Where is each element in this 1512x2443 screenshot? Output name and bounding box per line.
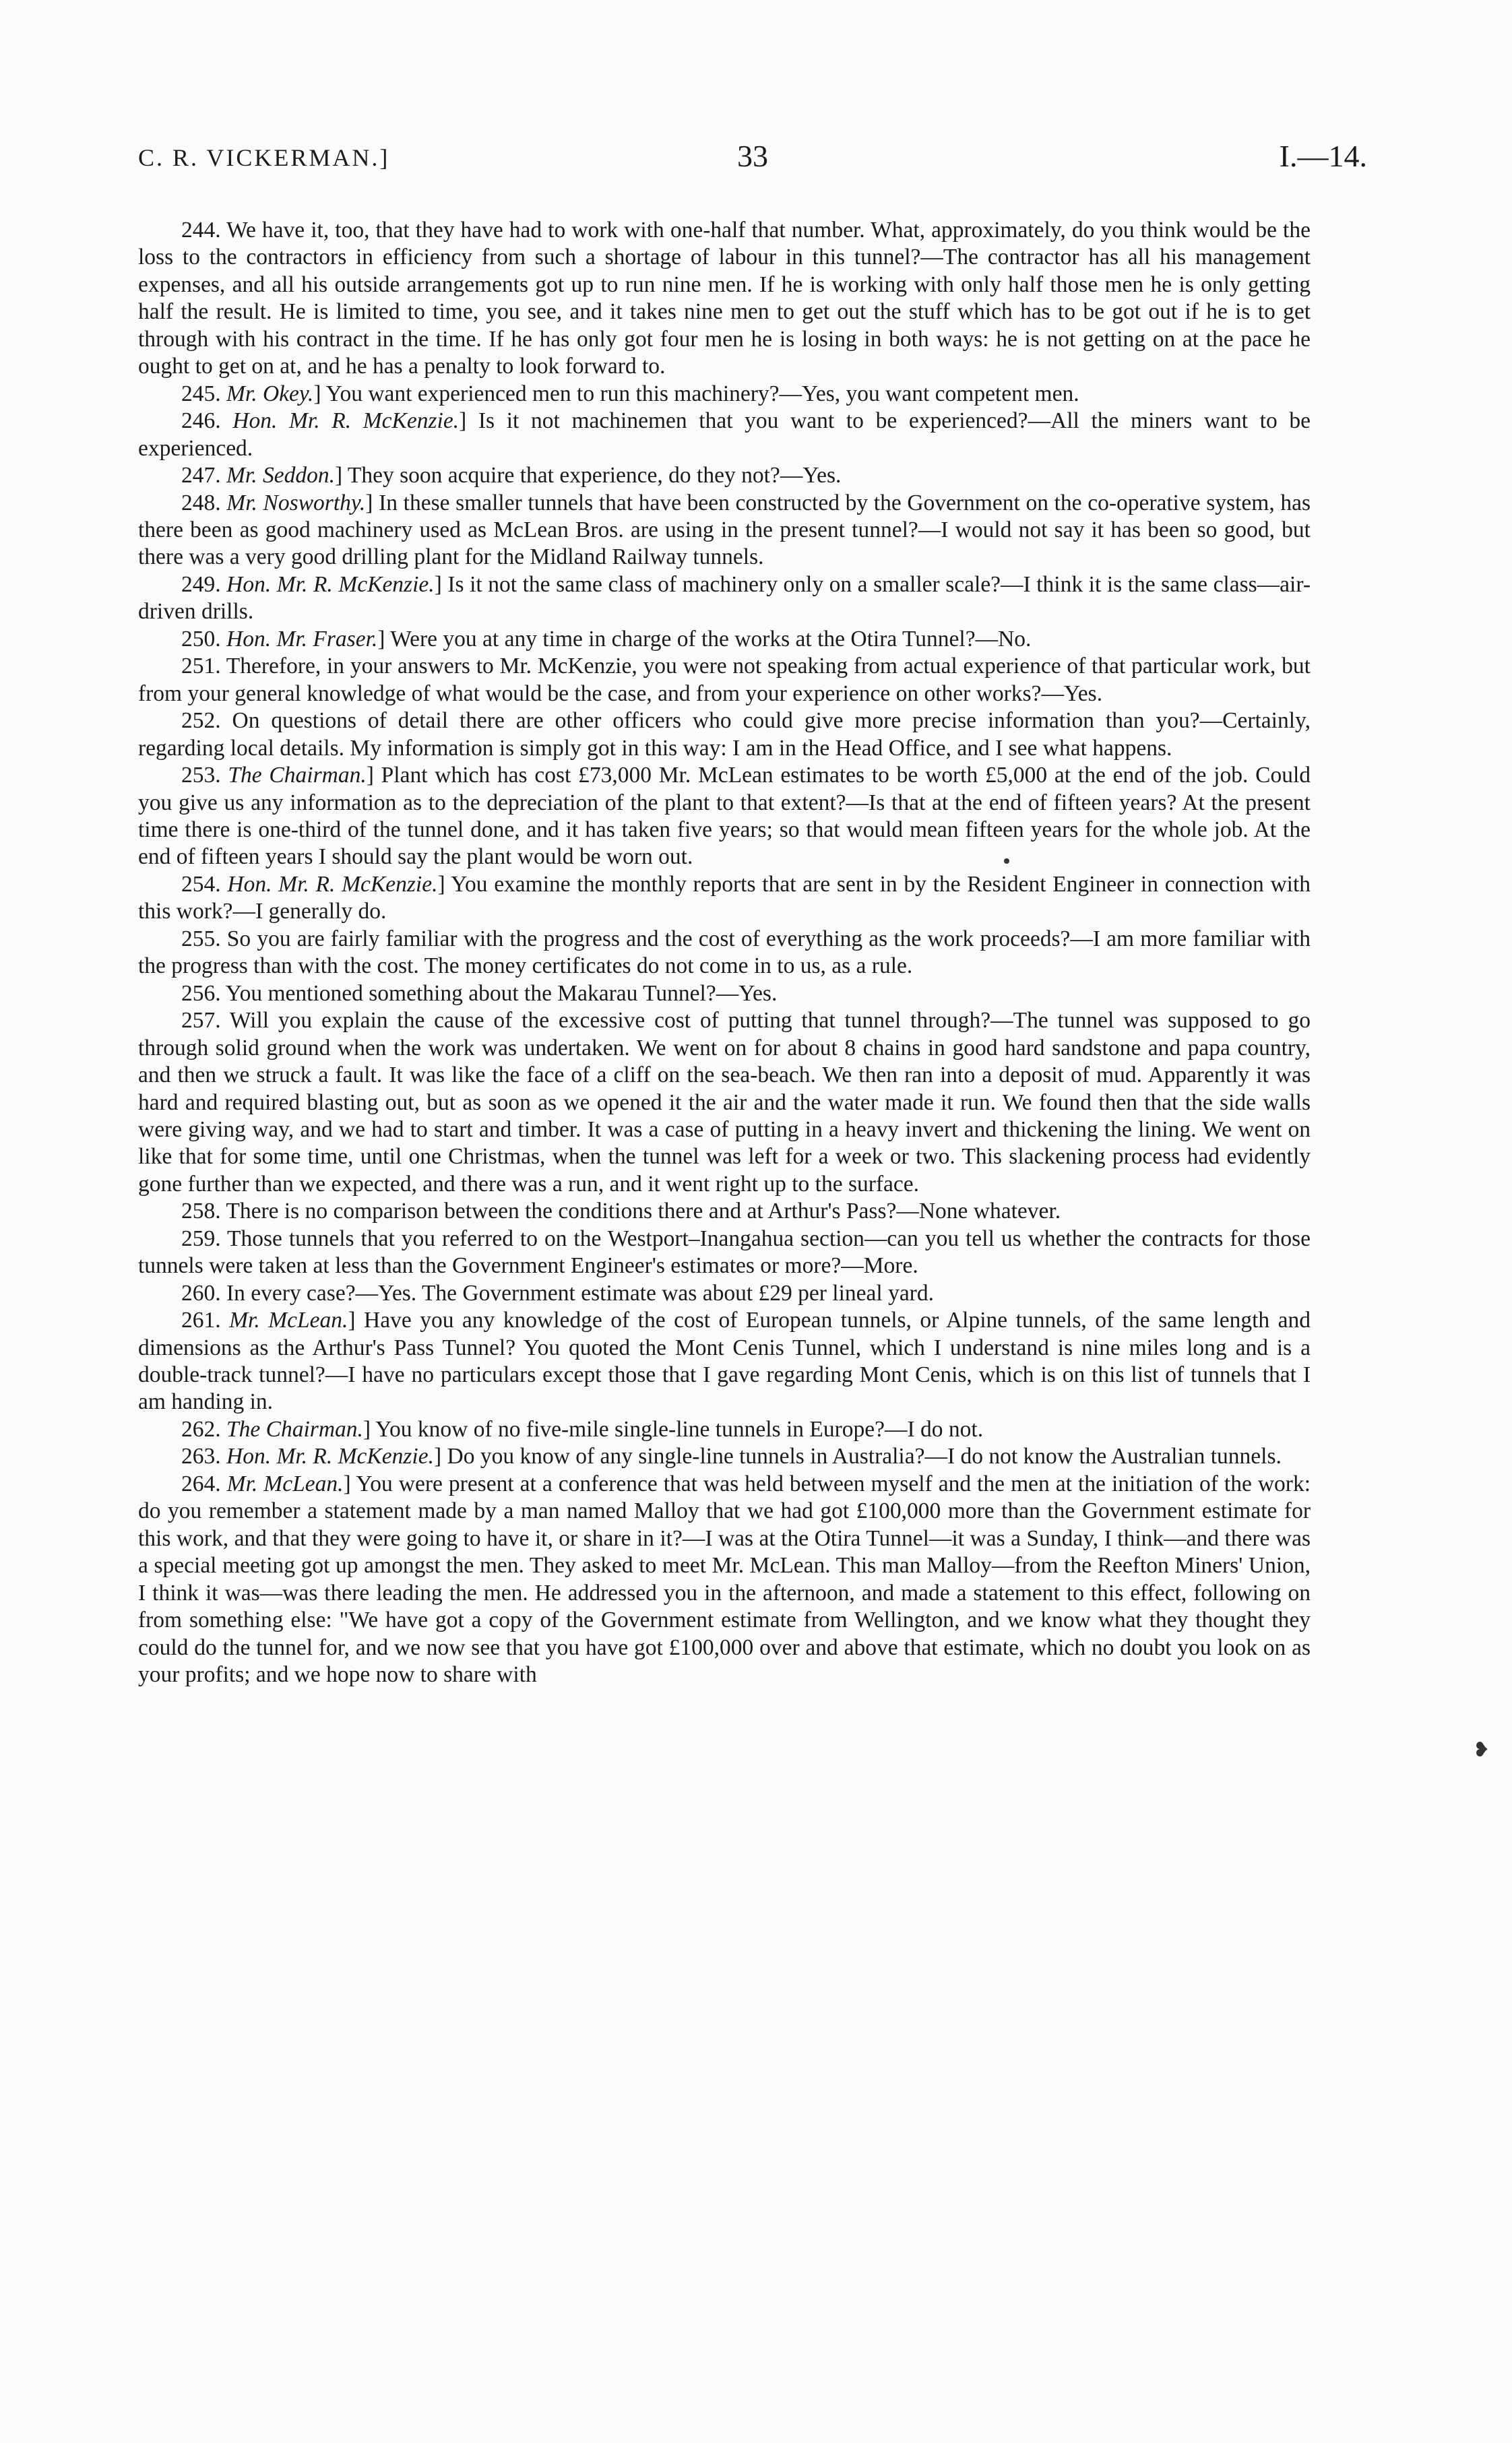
paragraph-text: ] You want experienced men to run this machinery?—Yes, you want competent men. — [313, 381, 1079, 406]
paragraph-text: 256. You mentioned something about the Makarau Tunnel?—Yes. — [181, 980, 778, 1006]
paragraph-text: ] Were you at any time in charge of the works at the Otira Tunnel?—No. — [377, 626, 1032, 652]
paragraph-text: ] They soon acquire that experience, do they not?—Yes. — [334, 463, 842, 488]
question-paragraph — [138, 381, 1311, 408]
question-paragraph — [138, 490, 1311, 571]
question-paragraph — [138, 626, 1311, 653]
question-paragraph — [138, 1280, 1311, 1307]
paragraph-text: 252. On questions of detail there are other officers who could give more precise information than you?—Certainly, regarding local details. My information is simply got in this way: I am in the Head Office, and I see what happens. — [138, 708, 1311, 761]
margin-mark: ❥ — [1473, 1739, 1490, 1761]
question-paragraph — [138, 408, 1311, 462]
document-reference: I.—14. — [1279, 139, 1367, 173]
question-paragraph — [138, 1007, 1311, 1198]
stray-dot — [1004, 858, 1009, 864]
question-paragraph — [138, 762, 1311, 871]
question-paragraph — [138, 653, 1311, 707]
question-number: 254. — [181, 871, 228, 897]
question-number: 245. — [181, 381, 226, 406]
speaker-name: Mr. Nosworthy. — [226, 490, 366, 515]
question-paragraph — [138, 462, 1311, 489]
speaker-name: Mr. McLean. — [226, 1471, 344, 1496]
question-paragraph — [138, 217, 1311, 381]
paragraph-text: 251. Therefore, in your answers to Mr. McKenzie, you were not speaking from actual experience of that particular work, but from your general knowledge of what would be the case, and from your experience on other works?—Yes. — [138, 654, 1311, 706]
witness-name: C. R. VICKERMAN.] — [138, 144, 390, 171]
speaker-name: The Chairman. — [226, 1416, 363, 1442]
question-paragraph — [138, 1416, 1311, 1443]
paragraph-text: ] Is it not the same class of machinery only on a smaller scale?—I think it is the same class—air-driven drills. — [138, 571, 1311, 625]
speaker-name: Mr. Okey. — [226, 381, 314, 406]
question-number: 264. — [181, 1471, 227, 1496]
question-paragraph — [138, 871, 1311, 926]
question-number: 248. — [181, 490, 227, 515]
evidence-text — [138, 217, 1311, 1688]
question-paragraph — [138, 1307, 1311, 1416]
speaker-name: Hon. Mr. R. McKenzie. — [226, 1444, 434, 1469]
question-paragraph — [138, 571, 1311, 626]
question-paragraph — [138, 1226, 1311, 1280]
question-paragraph — [138, 926, 1311, 980]
speaker-name: Mr. Seddon. — [226, 463, 335, 488]
question-paragraph — [138, 1471, 1311, 1689]
question-number: 262. — [181, 1416, 226, 1442]
question-paragraph — [138, 1443, 1311, 1470]
speaker-name: Hon. Mr. R. McKenzie. — [232, 408, 460, 434]
page-header — [138, 138, 1367, 179]
paragraph-text: ] Do you know of any single-line tunnels in Australia?—I do not know the Australian tunnels. — [433, 1444, 1282, 1469]
paragraph-text: 257. Will you explain the cause of the excessive cost of putting that tunnel through?—The tunnel was supposed to go through solid ground when the work was undertaken. We went on for about 8 chains in good hard sandstone and papa country, and then we struck a fault. It was like the face of a cliff on the sea-beach. We then ran into a deposit of mud. Apparently it was hard and required blasting out, but as soon as we opened it the air and the water made it run. We found then that the side walls were giving way, and we had to start and timber. It was a case of putting in a heavy invert and thickening the lining. We went on like that for some time, until one Christmas, when the tunnel was left for a week or two. This slackening process had evidently gone further than we expected, and there was a run, and it went right up to the surface. — [138, 1008, 1311, 1197]
page-number: 33 — [737, 139, 768, 173]
paragraph-text: 259. Those tunnels that you referred to on the Westport–Inangahua section—can you tell us whether the contracts for those tunnels were taken at less than the Government Engineer's estimates or more?—More. — [138, 1226, 1311, 1279]
speaker-name: Mr. McLean. — [229, 1308, 348, 1333]
question-paragraph — [138, 980, 1311, 1007]
speaker-name: Hon. Mr. R. McKenzie. — [227, 871, 438, 897]
paragraph-text: 244. We have it, too, that they have had to work with one-half that number. What, approximately, do you think would be the loss to the contractors in efficiency from such a shortage of labour in this tunnel?—The contractor has all his management expenses, and all his outside arrangements got up to run nine men. If he is working with only half those men he is only getting half the result. He is limited to time, you see, and it takes nine men to get out the stuff which has to be got out if he is to get through with his contract in the time. If he has only got four men he is losing in both ways: he is not getting on at the pace he ought to get on at, and he has a penalty to look forward to. — [138, 218, 1311, 379]
paragraph-text: ] In these smaller tunnels that have been constructed by the Government on the co-operative system, has there been as good machinery used as McLean Bros. are using in the present tunnel?—I would not say it has been so good, but there was a very good drilling plant for the Midland Railway tunnels. — [138, 490, 1311, 570]
speaker-name: Hon. Mr. R. McKenzie. — [226, 571, 435, 597]
question-number: 253. — [181, 763, 228, 788]
question-number: 261. — [181, 1308, 230, 1333]
paragraph-text: 258. There is no comparison between the conditions there and at Arthur's Pass?—None whatever. — [181, 1199, 1061, 1224]
speaker-name: The Chairman. — [228, 763, 367, 788]
question-number: 249. — [181, 571, 227, 597]
question-paragraph — [138, 707, 1311, 762]
paragraph-text: ] You were present at a conference that was held between myself and the men at the initiation of the work: do you remember a statement made by a man named Malloy that we had got £100,000 more than the Government estimate for this work, and that they were going to have it, or share in it?—I was at the Otira Tunnel—it was a Sunday, I think—and there was a special meeting got up amongst the men. They asked to meet Mr. McLean. This man Malloy—from the Reefton Miners' Union, I think it was—was there leading the men. He addressed you in the afternoon, and made a statement to this effect, following on from something else: "We have got a copy of the Government estimate from Wellington, and we know what they thought they could do the tunnel for, and we now see that you have got £100,000 over and above that estimate, which no doubt you look on as your profits; and we hope now to share with — [138, 1471, 1311, 1688]
paragraph-text: 260. In every case?—Yes. The Government estimate was about £29 per lineal yard. — [181, 1280, 934, 1306]
paragraph-text: 255. So you are fairly familiar with the progress and the cost of everything as the work proceeds?—I am more familiar with the progress than with the cost. The money certificates do not come in to us, as a rule. — [138, 926, 1311, 979]
question-number: 247. — [181, 463, 226, 488]
paragraph-text: ] Have you any knowledge of the cost of European tunnels, or Alpine tunnels, of the same length and dimensions as the Arthur's Pass Tunnel? You quoted the Mont Cenis Tunnel, which I understand is nine miles long and is a double-track tunnel?—I have no particulars except those that I gave regarding Mont Cenis, which is on this list of tunnels that I am handing in. — [138, 1308, 1311, 1415]
paragraph-text: ] Plant which has cost £73,000 Mr. McLean estimates to be worth £5,000 at the end of the job. Could you give us any information as to the depreciation of the plant to that extent?—Is that at the end of fifteen years? At the present time there is one-third of the tunnel done, and it has taken five years; so that would mean fifteen years for the whole job. At the end of fifteen years I should say the plant would be worn out. — [138, 763, 1311, 870]
paragraph-text: ] You know of no five-mile single-line tunnels in Europe?—I do not. — [363, 1416, 984, 1442]
question-paragraph — [138, 1198, 1311, 1225]
speaker-name: Hon. Mr. Fraser. — [226, 626, 378, 652]
question-number: 246. — [181, 408, 233, 434]
question-number: 263. — [181, 1444, 226, 1469]
paragraph-text: ] You examine the monthly reports that are sent in by the Resident Engineer in connection with this work?—I generally do. — [138, 871, 1311, 924]
question-number: 250. — [181, 626, 226, 652]
paragraph-text: ] Is it not machinemen that you want to be experienced?—All the miners want to be experienced. — [138, 408, 1311, 461]
